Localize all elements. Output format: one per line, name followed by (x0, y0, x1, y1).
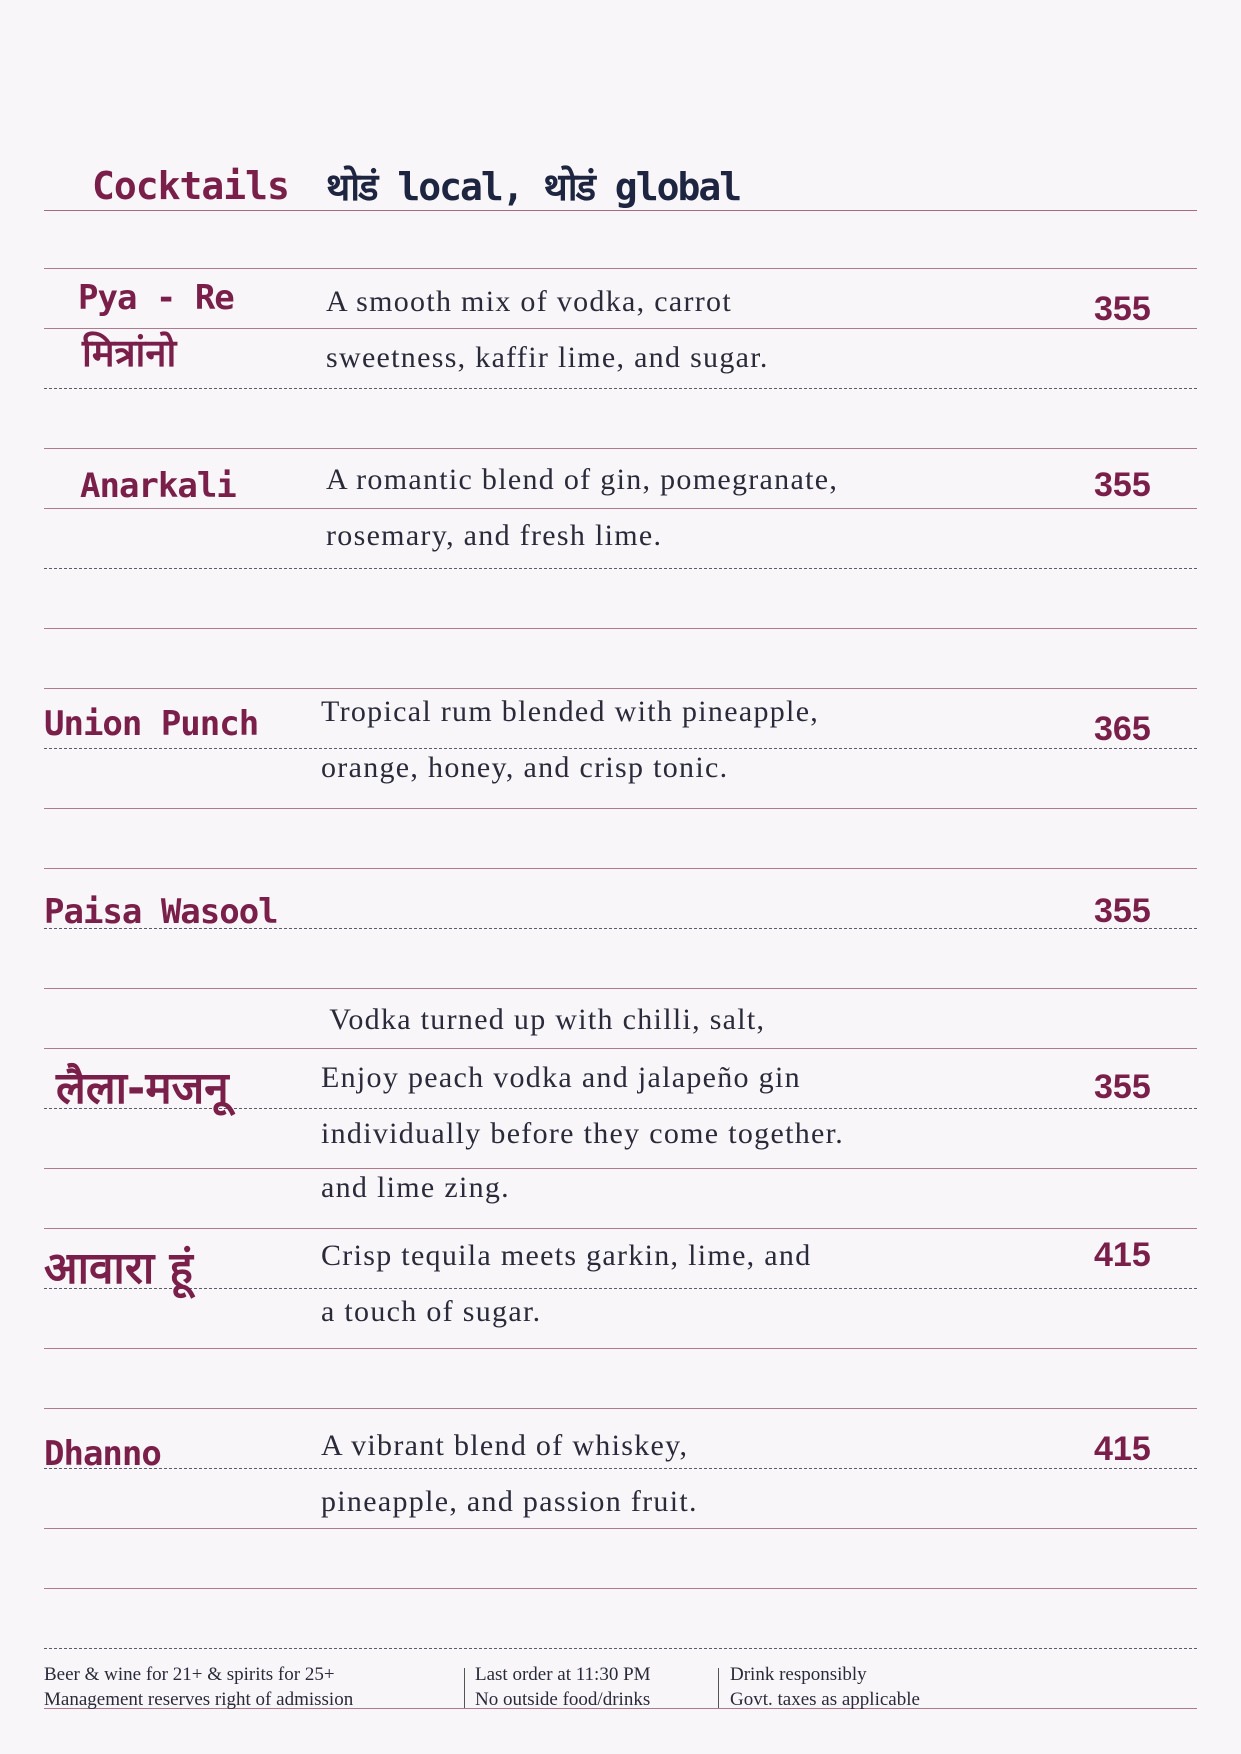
description-line: sweetness, kaffir lime, and sugar. (326, 341, 769, 374)
item-description (326, 452, 1026, 564)
description-line: individually before they come together. (321, 1117, 845, 1150)
rule (44, 1588, 1197, 1589)
rule (44, 628, 1197, 629)
item-name: Paisa Wasool (44, 892, 278, 932)
rule (44, 268, 1197, 269)
footer-line: Drink responsibly (730, 1664, 867, 1685)
footer-column (475, 1662, 651, 1712)
item-name: Anarkali (80, 466, 236, 506)
section-tagline: थोडं local, थोडं global (326, 165, 741, 209)
footer-divider (464, 1668, 465, 1708)
item-name: आवारा हूं (44, 1243, 193, 1294)
footer-line: Management reserves right of admission (44, 1689, 354, 1710)
section-title: Cocktails (92, 164, 289, 208)
item-price: 355 (1094, 290, 1151, 328)
item-price: 355 (1094, 466, 1151, 504)
footer-notes (44, 1656, 1197, 1710)
footer-column (44, 1662, 353, 1712)
description-line: A vibrant blend of whiskey, (321, 1429, 689, 1462)
rule (44, 868, 1197, 869)
item-name: Dhanno (44, 1434, 161, 1474)
item-price: 415 (1094, 1430, 1151, 1468)
description-line: A romantic blend of gin, pomegranate, (326, 463, 839, 496)
footer-line: Beer & wine for 21+ & spirits for 25+ (44, 1664, 335, 1685)
footer-line: No outside food/drinks (475, 1689, 651, 1710)
dashed-rule (44, 388, 1197, 389)
description-line: a touch of sugar. (321, 1295, 542, 1328)
item-name: Union Punch (44, 704, 259, 744)
item-description (321, 684, 1021, 796)
item-price: 355 (1094, 892, 1151, 930)
item-description (321, 1418, 1021, 1530)
item-name: लैला-मजनू (56, 1063, 229, 1114)
item-name: Pya - Re (78, 278, 234, 318)
description-line: rosemary, and fresh lime. (326, 519, 663, 552)
item-description (321, 1228, 1021, 1340)
menu-header (44, 150, 1197, 211)
description-line: Vodka turned up with chilli, salt, (321, 1003, 766, 1036)
footer-column (730, 1662, 920, 1712)
description-line: and lime zing. (321, 1171, 510, 1204)
dashed-rule (44, 1648, 1197, 1649)
footer-line: Last order at 11:30 PM (475, 1664, 651, 1685)
item-description (326, 274, 1026, 386)
dashed-rule (44, 568, 1197, 569)
description-line: pineapple, and passion fruit. (321, 1485, 698, 1518)
rule (44, 1408, 1197, 1409)
rule (44, 448, 1197, 449)
item-price: 365 (1094, 710, 1151, 748)
description-line: Crisp tequila meets garkin, lime, and (321, 1239, 812, 1272)
item-price: 415 (1094, 1236, 1151, 1274)
rule (44, 1348, 1197, 1349)
description-line: Tropical rum blended with pineapple, (321, 695, 820, 728)
item-price: 355 (1094, 1068, 1151, 1106)
footer-divider (718, 1668, 719, 1708)
description-line: A smooth mix of vodka, carrot (326, 285, 732, 318)
footer-line: Govt. taxes as applicable (730, 1689, 920, 1710)
item-name-line2: मित्रांनो (82, 331, 177, 375)
description-line: Enjoy peach vodka and jalapeño gin (321, 1061, 801, 1094)
description-line: orange, honey, and crisp tonic. (321, 751, 729, 784)
rule (44, 808, 1197, 809)
item-description (321, 1050, 1081, 1162)
